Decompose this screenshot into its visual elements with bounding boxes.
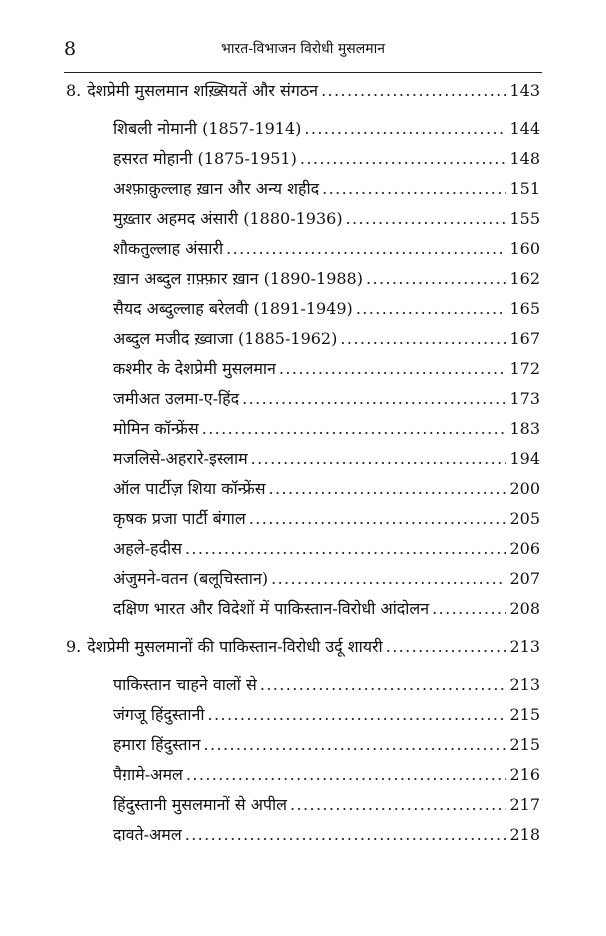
- entry-title: जंगजू हिंदुस्तानी: [113, 705, 205, 724]
- dot-leader: [185, 824, 507, 846]
- toc-entry: [113, 824, 540, 846]
- dot-leader: [249, 508, 507, 530]
- dot-leader: [322, 178, 506, 200]
- chapter-number: 9.: [66, 637, 82, 656]
- entry-page: 167: [509, 329, 540, 348]
- dot-leader: [242, 388, 506, 410]
- dot-leader: [204, 734, 507, 756]
- toc-entry: [113, 794, 540, 816]
- entry-page: 160: [509, 239, 540, 258]
- dot-leader: [279, 358, 507, 380]
- entry-page: 162: [509, 269, 540, 288]
- entry-page: 165: [509, 299, 540, 318]
- chapter-title: देशप्रेमी मुसलमानों की पाकिस्तान-विरोधी उर्दू शायरी: [87, 637, 383, 656]
- entry-title: जमीअत उलमा-ए-हिंद: [113, 389, 240, 408]
- dot-leader: [356, 298, 507, 320]
- entry-title: ख़ान अब्दुल ग़फ़्फ़ार ख़ान (1890-1988): [113, 269, 363, 288]
- entry-title: शौकतुल्लाह अंसारी: [113, 239, 224, 258]
- entry-title: दक्षिण भारत और विदेशों में पाकिस्तान-विरोधी आंदोलन: [113, 599, 430, 618]
- chapter-title: देशप्रेमी मुसलमान शख़्सियतें और संगठन: [87, 81, 319, 100]
- entry-title: ऑल पार्टीज़ शिया कॉन्फ्रेंस: [113, 479, 266, 498]
- dot-leader: [321, 80, 506, 102]
- dot-leader: [432, 598, 506, 620]
- entry-page: 208: [509, 599, 540, 618]
- entry-title: हसरत मोहानी (1875-1951): [113, 149, 297, 168]
- toc-entry: [113, 328, 540, 350]
- entry-title: कृषक प्रजा पार्टी बंगाल: [113, 509, 246, 528]
- toc-entry: [113, 208, 540, 230]
- toc-entry: [113, 178, 540, 200]
- entry-title: सैयद अब्दुल्लाह बरेलवी (1891-1949): [113, 299, 353, 318]
- toc-entry: [113, 358, 540, 380]
- entry-page: 207: [509, 569, 540, 588]
- dot-leader: [226, 238, 506, 260]
- running-title: भारत-विभाजन विरोधी मुसलमान: [221, 41, 385, 57]
- dot-leader: [186, 764, 507, 786]
- entry-title: अहले-हदीस: [113, 539, 182, 558]
- dot-leader: [269, 478, 507, 500]
- entry-page: 173: [509, 389, 540, 408]
- entry-page: 215: [509, 735, 540, 754]
- toc-entry: [113, 674, 540, 696]
- entry-page: 216: [509, 765, 540, 784]
- entry-title: कश्मीर के देशप्रेमी मुसलमान: [113, 359, 276, 378]
- toc-entry: [113, 298, 540, 320]
- entry-title: अंजुमने-वतन (बलूचिस्तान): [113, 569, 269, 588]
- page-number: 8: [64, 38, 77, 60]
- dot-leader: [304, 118, 506, 140]
- toc-entry: [113, 764, 540, 786]
- dot-leader: [346, 208, 507, 230]
- toc-entry: [113, 448, 540, 470]
- entry-page: 213: [509, 675, 540, 694]
- chapter-page: 143: [509, 81, 540, 100]
- toc-entry: [113, 238, 540, 260]
- entry-title: पैग़ामे-अमल: [113, 765, 183, 784]
- entry-page: 215: [509, 705, 540, 724]
- chapter-page: 213: [509, 637, 540, 656]
- entry-page: 218: [509, 825, 540, 844]
- entry-page: 172: [509, 359, 540, 378]
- dot-leader: [251, 448, 507, 470]
- chapter-heading: [66, 636, 540, 658]
- entry-title: मुख़्तार अहमद अंसारी (1880-1936): [113, 209, 343, 228]
- entry-title: अश्फ़ाक़ुल्लाह ख़ान और अन्य शहीद: [113, 179, 320, 198]
- dot-leader: [271, 568, 506, 590]
- entry-page: 155: [509, 209, 540, 228]
- entry-page: 148: [509, 149, 540, 168]
- entry-page: 217: [509, 795, 540, 814]
- entry-page: 194: [509, 449, 540, 468]
- toc-entry: [113, 598, 540, 620]
- toc-entry: [113, 388, 540, 410]
- toc-entry: [113, 478, 540, 500]
- entry-title: हिंदुस्तानी मुसलमानों से अपील: [113, 795, 287, 814]
- chapter-heading: [66, 80, 540, 102]
- entry-title: पाकिस्तान चाहने वालों से: [113, 675, 257, 694]
- dot-leader: [386, 636, 507, 658]
- dot-leader: [260, 674, 507, 696]
- entry-page: 200: [509, 479, 540, 498]
- entry-title: हमारा हिंदुस्तान: [113, 735, 201, 754]
- entry-page: 205: [509, 509, 540, 528]
- entry-page: 151: [509, 179, 540, 198]
- dot-leader: [202, 418, 507, 440]
- entry-title: शिबली नोमानी (1857-1914): [113, 119, 302, 138]
- toc-entry: [113, 418, 540, 440]
- dot-leader: [290, 794, 506, 816]
- header-rule: [64, 72, 542, 73]
- chapter-number: 8.: [66, 81, 82, 100]
- dot-leader: [340, 328, 506, 350]
- toc-entry: [113, 508, 540, 530]
- entry-page: 183: [509, 419, 540, 438]
- toc-entry: [113, 268, 540, 290]
- toc-entry: [113, 148, 540, 170]
- toc-entry: [113, 734, 540, 756]
- entry-title: दावते-अमल: [113, 825, 182, 844]
- entry-page: 206: [509, 539, 540, 558]
- entry-title: मजलिसे-अहरारे-इस्लाम: [113, 449, 248, 468]
- entry-title: अब्दुल मजीद ख़्वाजा (1885-1962): [113, 329, 338, 348]
- toc-entry: [113, 538, 540, 560]
- toc-entry: [113, 118, 540, 140]
- page-header: [0, 38, 606, 60]
- toc-entry: [113, 568, 540, 590]
- entry-page: 144: [509, 119, 540, 138]
- dot-leader: [300, 148, 507, 170]
- dot-leader: [185, 538, 507, 560]
- dot-leader: [366, 268, 506, 290]
- toc-entry: [113, 704, 540, 726]
- dot-leader: [208, 704, 507, 726]
- entry-title: मोमिन कॉन्फ्रेंस: [113, 419, 199, 438]
